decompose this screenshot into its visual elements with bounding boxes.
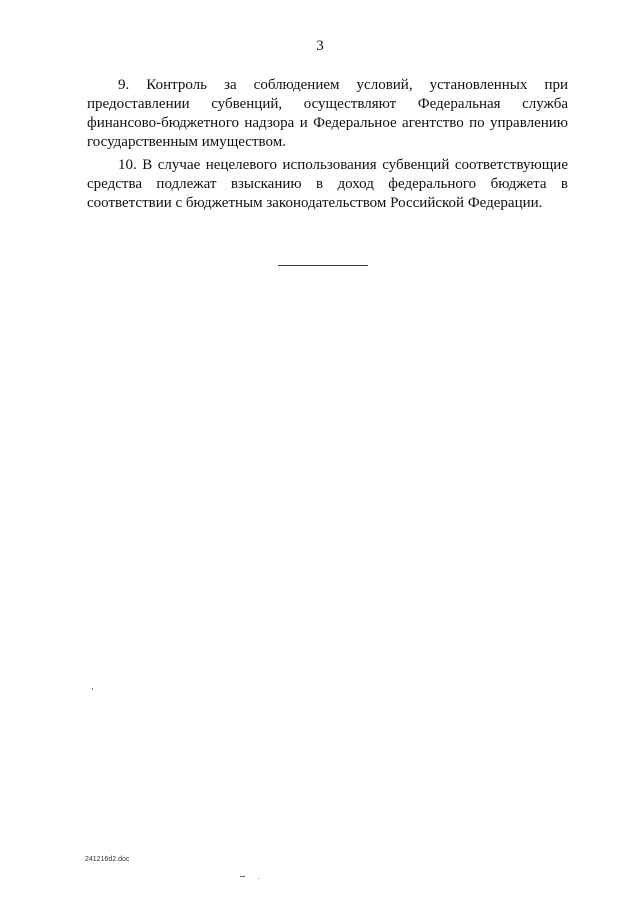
- scan-speck: [92, 688, 93, 690]
- end-separator-line: [278, 265, 368, 266]
- scan-speck: [258, 878, 259, 879]
- paragraph-9: 9. Контроль за соблюдением условий, установленных при предоставлении субвенций, осуществляют Федеральная служба финансово-бюджетного надзора и Федеральное агентство по управлению государственным имуществом.: [87, 77, 568, 150]
- page-number: 3: [316, 38, 324, 54]
- paragraph-10: 10. В случае нецелевого использования субвенций соответствующие средства подлежат взысканию в доход федерального бюджета в соответствии с бюджетным законодательством Российской Федерации.: [87, 157, 568, 211]
- scan-speck: [240, 876, 245, 877]
- body-text: [87, 76, 568, 217]
- footer-filename: 241216d2.doc: [85, 856, 130, 863]
